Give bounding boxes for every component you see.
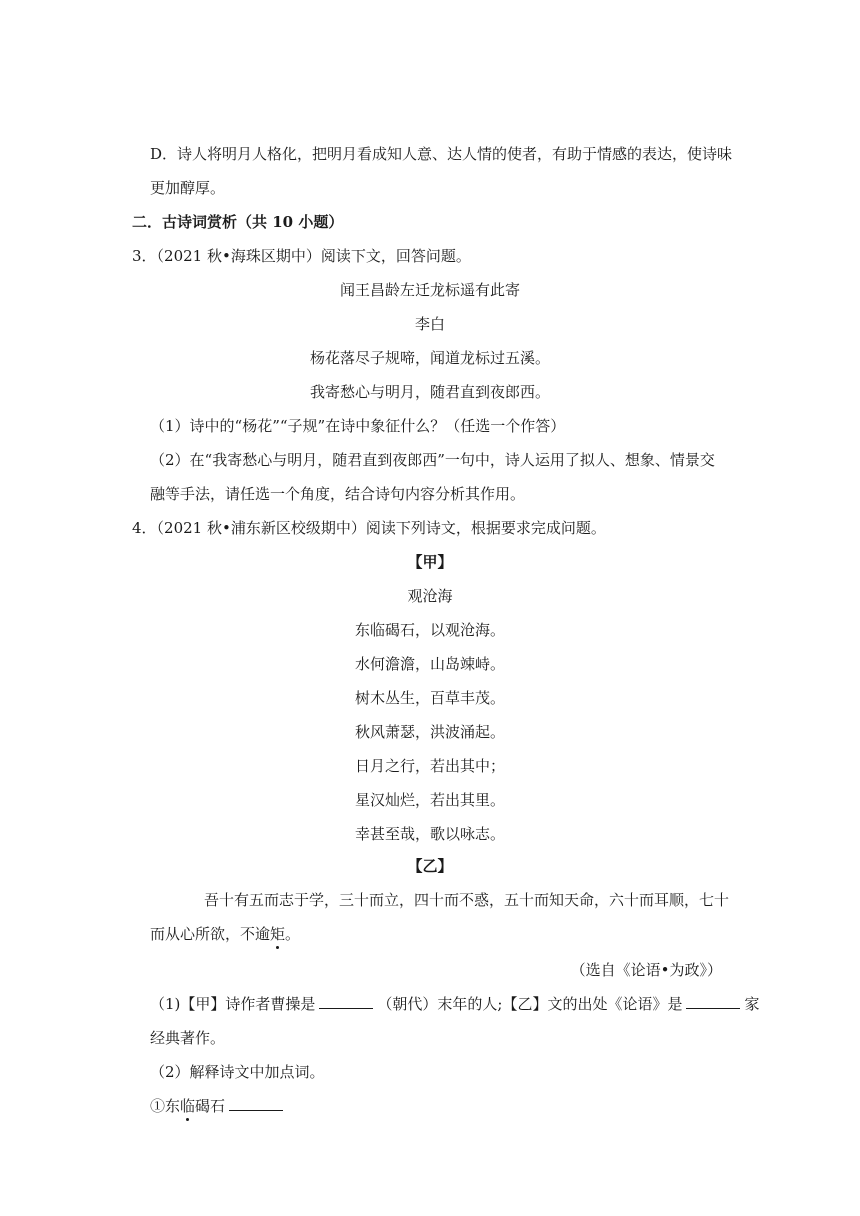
prose-text: 而从心所欲，不逾: [150, 925, 271, 943]
q3-poem-title: 闻王昌龄左迁龙标遥有此寄: [339, 281, 520, 299]
item-text: 碣石: [195, 1097, 226, 1115]
sub1-text: （1)【甲】诗作者曹操是: [150, 995, 316, 1013]
q4-poem-line: 秋风萧瑟，洪波涌起。: [354, 723, 505, 741]
q2-option-d-line1: D．诗人将明月人格化，把明月看成知人意、达人情的使者，有助于情感的表达，使诗味: [150, 145, 733, 163]
q3-sub2-line1: （2）在“我寄愁心与明月，随君直到夜郎西”一句中，诗人运用了拟人、想象、情景交: [150, 451, 715, 469]
q3-sub1: （1）诗中的“杨花”“子规”在诗中象征什么？（任选一个作答）: [150, 417, 566, 435]
q3-poem-line: 杨花落尽子规啼，闻道龙标过五溪。: [309, 349, 550, 367]
q3-sub2-line2: 融等手法，请任选一个角度，结合诗句内容分析其作用。: [150, 485, 526, 503]
section-heading: 二．古诗词赏析（共 10 小题）: [132, 213, 344, 231]
q2-option-d-line2: 更加醇厚。: [150, 179, 226, 197]
q4-poem-line: 东临碣石，以观沧海。: [354, 621, 505, 639]
q3-poem-author: 李白: [414, 315, 445, 333]
answer-blank[interactable]: [229, 1096, 283, 1111]
sub1-text: （朝代）末年的人;【乙】文的出处《论语》是: [377, 995, 683, 1013]
q4-poem-line: 水何澹澹，山岛竦峙。: [354, 655, 505, 673]
dotted-word: 矩: [270, 925, 286, 943]
q4-poem-line: 幸甚至哉，歌以咏志。: [354, 825, 505, 843]
q4-poem-line: 树木丛生，百草丰茂。: [354, 689, 505, 707]
q4-part-a-label: 【甲】: [407, 553, 453, 571]
q4-part-b-label: 【乙】: [407, 857, 453, 875]
answer-blank[interactable]: [686, 994, 740, 1009]
q3-poem-line: 我寄愁心与明月，随君直到夜郎西。: [309, 383, 550, 401]
sub1-text: 家: [744, 995, 760, 1013]
q4-sub1: [150, 994, 759, 1014]
q4-sub2: （2）解释诗文中加点词。: [150, 1063, 325, 1081]
prose-text: 。: [285, 925, 301, 943]
q4-poem-line: 星汉灿烂，若出其里。: [354, 791, 505, 809]
answer-blank[interactable]: [319, 994, 373, 1009]
q4-poem-line: 日月之行，若出其中；: [354, 757, 505, 775]
dotted-word: 临: [180, 1097, 196, 1115]
q4-source: （选自《论语•为政》）: [570, 961, 722, 979]
q4-poem-title: 观沧海: [407, 587, 453, 605]
q4-sub1-line2: 经典著作。: [150, 1029, 226, 1047]
q4-prose-line1: 吾十有五而志于学，三十而立，四十而不惑，五十而知天命，六十而耳顺，七十: [204, 891, 730, 909]
item-text: ①东: [150, 1097, 181, 1115]
q4-prose-line2: [150, 924, 300, 944]
q4-stem: 4．（2021 秋•浦东新区校级期中）阅读下列诗文，根据要求完成问题。: [132, 519, 606, 537]
q4-item1: [150, 1096, 287, 1116]
q3-stem: 3．（2021 秋•海珠区期中）阅读下文，回答问题。: [132, 247, 471, 265]
